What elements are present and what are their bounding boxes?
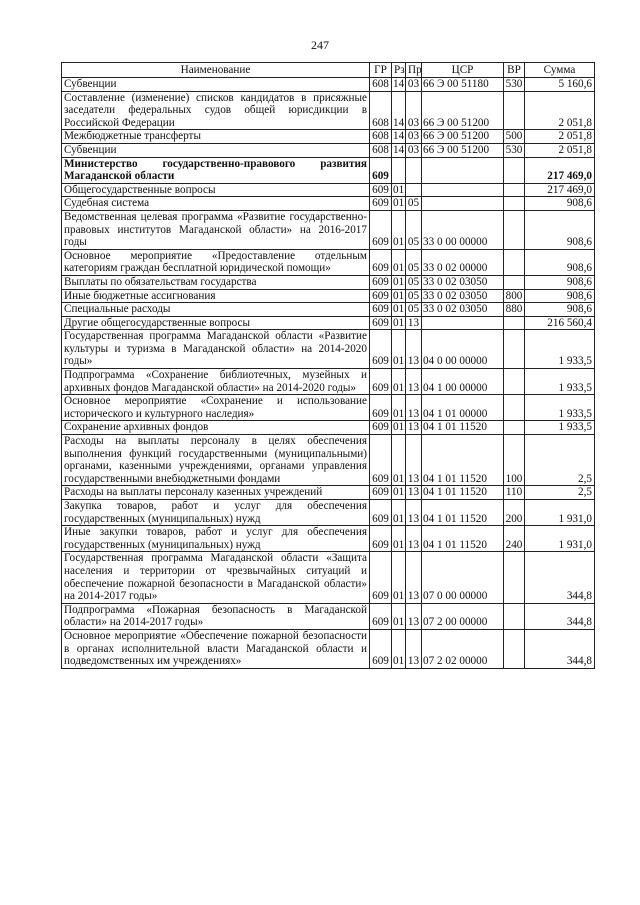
cell-gr: 609 [370,303,392,317]
table-row [62,78,595,92]
table-row [62,369,595,395]
cell-sum: 217 469,0 [525,183,595,197]
cell-pr: 13 [406,526,422,552]
cell-sum: 344,8 [525,552,595,603]
cell-pr: 05 [406,249,422,275]
table-row [62,486,595,500]
cell-sum: 1 933,5 [525,369,595,395]
cell-vr [504,603,525,629]
table-row [62,629,595,668]
cell-sum: 908,6 [525,249,595,275]
cell-rz: 01 [392,249,406,275]
cell-sum: 1 933,5 [525,395,595,421]
cell-rz: 14 [393,143,405,156]
cell-name: Общегосударственные вопросы [62,183,370,197]
header-sum: Сумма [525,63,595,78]
header-csr: ЦСР [422,63,504,78]
cell-sum: 2 051,8 [525,130,595,144]
cell-sum: 217 469,0 [525,157,595,183]
cell-vr [504,629,525,668]
cell-vr: 110 [504,486,525,500]
cell-sum: 1 931,0 [525,500,595,526]
cell-gr: 609 [370,421,392,435]
cell-csr: 33 0 02 03050 [422,303,504,317]
cell-vr [504,330,525,369]
cell-vr: 500 [504,130,525,144]
cell-pr: 13 [406,316,422,330]
table-row [62,552,595,603]
cell-gr: 609 [370,629,392,668]
cell-csr: 66 Э 00 51200 [422,143,504,157]
cell-csr: 04 1 00 00000 [422,369,504,395]
cell-csr: 07 2 00 00000 [422,603,504,629]
cell-rz: 14 [393,130,405,143]
cell-pr: 03 [406,130,422,144]
header-vr: ВР [504,63,525,78]
cell-name: Подпрограмма «Сохранение библиотечных, музейных и архивных фондов Магаданской области» на 2014-2020 годы» [62,369,370,395]
cell-pr [406,157,422,183]
cell-rz: 01 [392,435,406,486]
cell-name: Судебная система [62,197,370,211]
cell-gr: 609 [370,369,392,395]
cell-rz: 01 [393,275,405,288]
table-row [62,435,595,486]
cell-sum: 908,6 [525,275,595,289]
cell-pr: 13 [406,395,422,421]
table-body [62,78,595,669]
cell-rz: 01 [393,197,405,210]
cell-vr [504,210,525,249]
cell-rz: 01 [392,500,406,526]
cell-pr: 13 [406,486,422,500]
cell-gr: 609 [370,435,392,486]
cell-name: Государственная программа Магаданской области «Защита населения и территории от чрезвычайных ситуаций и обеспечение пожарной безопасности в Магаданской области» на 2014-2017 годы» [62,552,370,603]
budget-table [61,62,595,669]
cell-csr [422,157,504,183]
table-row [62,330,595,369]
cell-sum: 5 160,6 [525,78,595,92]
cell-sum: 908,6 [525,303,595,317]
cell-sum: 2,5 [525,486,595,500]
cell-name: Специальные расходы [62,303,370,317]
cell-sum: 908,6 [525,289,595,303]
cell-csr: 33 0 02 00000 [422,249,504,275]
cell-pr: 05 [406,289,422,303]
table-row [62,316,595,330]
cell-vr [504,552,525,603]
table-row [62,249,595,275]
cell-pr: 05 [406,303,422,317]
cell-pr: 13 [406,369,422,395]
cell-csr: 66 Э 00 51180 [422,78,504,92]
cell-name: Другие общегосударственные вопросы [62,316,370,330]
cell-pr: 03 [406,78,422,92]
cell-rz: 01 [392,210,406,249]
cell-sum: 908,6 [525,197,595,211]
table-row [62,500,595,526]
cell-rz: 14 [392,91,406,130]
cell-gr: 608 [370,130,392,144]
cell-csr: 33 0 00 00000 [422,210,504,249]
cell-gr: 609 [370,289,392,303]
table-row [62,421,595,435]
cell-vr: 800 [504,289,525,303]
cell-pr: 03 [406,91,422,130]
cell-gr: 609 [370,210,392,249]
cell-rz: 01 [392,603,406,629]
table-header-row [62,63,595,78]
cell-csr: 33 0 02 03050 [422,275,504,289]
table-row [62,603,595,629]
cell-name: Подпрограмма «Пожарная безопасность в Магаданской области» на 2014-2017 годы» [62,603,370,629]
cell-name: Государственная программа Магаданской области «Развитие культуры и туризма в Магаданской области» на 2014-2020 годы» [62,330,370,369]
cell-gr: 609 [370,316,392,330]
cell-vr: 200 [504,500,525,526]
cell-gr: 608 [370,91,392,130]
cell-pr: 03 [406,143,422,157]
cell-csr: 04 1 01 11520 [422,500,504,526]
cell-gr: 609 [370,197,392,211]
cell-csr: 04 1 01 11520 [422,435,504,486]
table-row [62,143,595,157]
table-row [62,526,595,552]
cell-csr: 66 Э 00 51200 [422,91,504,130]
cell-rz: 01 [393,183,405,196]
cell-csr: 07 2 02 00000 [422,629,504,668]
cell-csr: 04 1 01 11520 [422,421,504,435]
cell-vr: 530 [504,78,525,92]
cell-sum: 1 931,0 [525,526,595,552]
cell-pr: 13 [406,435,422,486]
cell-gr: 608 [370,143,392,157]
cell-rz: 01 [392,369,406,395]
table-row [62,183,595,197]
cell-vr [504,316,525,330]
cell-name: Выплаты по обязательствам государства [62,275,370,289]
cell-vr [504,183,525,197]
cell-rz: 01 [392,629,406,668]
cell-rz: 01 [393,289,405,302]
header-pr: Пр [406,63,422,78]
cell-name: Расходы на выплаты персоналу казенных учреждений [62,486,370,500]
cell-rz: 01 [392,526,406,552]
cell-csr [422,316,504,330]
cell-rz: 01 [393,303,405,316]
cell-csr: 04 1 01 11520 [422,526,504,552]
cell-gr: 609 [370,552,392,603]
cell-name: Субвенции [62,143,370,157]
cell-pr: 13 [406,552,422,603]
header-gr: ГР [370,63,392,78]
cell-pr: 05 [406,275,422,289]
cell-sum: 2 051,8 [525,143,595,157]
cell-gr: 609 [370,157,392,183]
cell-name: Составление (изменение) списков кандидатов в присяжные заседатели федеральных судов общей юрисдикции в Российской Федерации [62,91,370,130]
table-row [62,289,595,303]
cell-vr: 240 [504,526,525,552]
table-row [62,91,595,130]
table-row [62,210,595,249]
cell-sum: 344,8 [525,603,595,629]
cell-rz [392,157,406,183]
cell-gr: 609 [370,183,392,197]
header-name: Наименование [62,63,370,78]
cell-name: Основное мероприятие «Сохранение и использование исторического и культурного наследия» [62,395,370,421]
table-row [62,395,595,421]
cell-vr [504,395,525,421]
cell-name: Основное мероприятие «Предоставление отдельным категориям граждан бесплатной юридической помощи» [62,249,370,275]
cell-gr: 609 [370,500,392,526]
header-rz: Рз [392,63,406,78]
cell-gr: 609 [370,275,392,289]
cell-csr [422,197,504,211]
cell-vr [504,275,525,289]
cell-sum: 1 933,5 [525,421,595,435]
cell-name: Закупка товаров, работ и услуг для обеспечения государственных (муниципальных) нужд [62,500,370,526]
cell-rz: 01 [392,552,406,603]
cell-sum: 908,6 [525,210,595,249]
cell-name: Сохранение архивных фондов [62,421,370,435]
cell-pr: 05 [406,210,422,249]
cell-gr: 609 [370,249,392,275]
cell-pr: 13 [406,629,422,668]
cell-csr [422,183,504,197]
cell-rz: 01 [392,330,406,369]
cell-name: Иные закупки товаров, работ и услуг для обеспечения государственных (муниципальных) нужд [62,526,370,552]
cell-pr: 13 [406,330,422,369]
cell-vr [504,197,525,211]
cell-sum: 216 560,4 [525,316,595,330]
cell-sum: 1 933,5 [525,330,595,369]
cell-gr: 609 [370,603,392,629]
table-row [62,197,595,211]
cell-pr [406,183,422,197]
cell-rz: 14 [393,78,405,90]
cell-pr: 05 [406,197,422,211]
cell-gr: 608 [370,78,392,92]
cell-rz: 01 [393,486,405,499]
page-number: 247 [311,38,329,52]
cell-csr: 66 Э 00 51200 [422,130,504,144]
cell-name: Иные бюджетные ассигнования [62,289,370,303]
cell-vr: 100 [504,435,525,486]
cell-pr: 13 [406,421,422,435]
cell-vr [504,91,525,130]
cell-csr: 04 1 01 00000 [422,395,504,421]
cell-csr: 07 0 00 00000 [422,552,504,603]
table-row [62,275,595,289]
cell-vr: 530 [504,143,525,157]
cell-sum: 344,8 [525,629,595,668]
cell-name: Основное мероприятие «Обеспечение пожарной безопасности в органах исполнительной власти Магаданской области и подведомственных им учреждениях» [62,629,370,668]
cell-vr [504,421,525,435]
cell-gr: 609 [370,395,392,421]
cell-name: Ведомственная целевая программа «Развитие государственно-правовых институтов Магаданской области» на 2016-2017 годы [62,210,370,249]
cell-vr: 880 [504,303,525,317]
cell-vr [504,369,525,395]
cell-rz: 01 [393,421,405,434]
cell-name: Министерство государственно-правового развития Магаданской области [62,157,370,183]
cell-name: Межбюджетные трансферты [62,130,370,144]
table-row [62,157,595,183]
table-row [62,130,595,144]
cell-rz: 01 [393,316,405,329]
cell-name: Субвенции [62,78,370,92]
table-row [62,303,595,317]
cell-csr: 33 0 02 03050 [422,289,504,303]
cell-gr: 609 [370,526,392,552]
cell-sum: 2,5 [525,435,595,486]
cell-sum: 2 051,8 [525,91,595,130]
cell-gr: 609 [370,330,392,369]
cell-name: Расходы на выплаты персоналу в целях обеспечения выполнения функций государственными (муниципальными) органами, казенными учреждениями, органами управления государственными внебюджетными фондами [62,435,370,486]
cell-pr: 13 [406,603,422,629]
cell-pr: 13 [406,500,422,526]
cell-vr [504,157,525,183]
cell-csr: 04 0 00 00000 [422,330,504,369]
cell-csr: 04 1 01 11520 [422,486,504,500]
cell-rz: 01 [392,395,406,421]
cell-vr [504,249,525,275]
cell-gr: 609 [370,486,392,500]
